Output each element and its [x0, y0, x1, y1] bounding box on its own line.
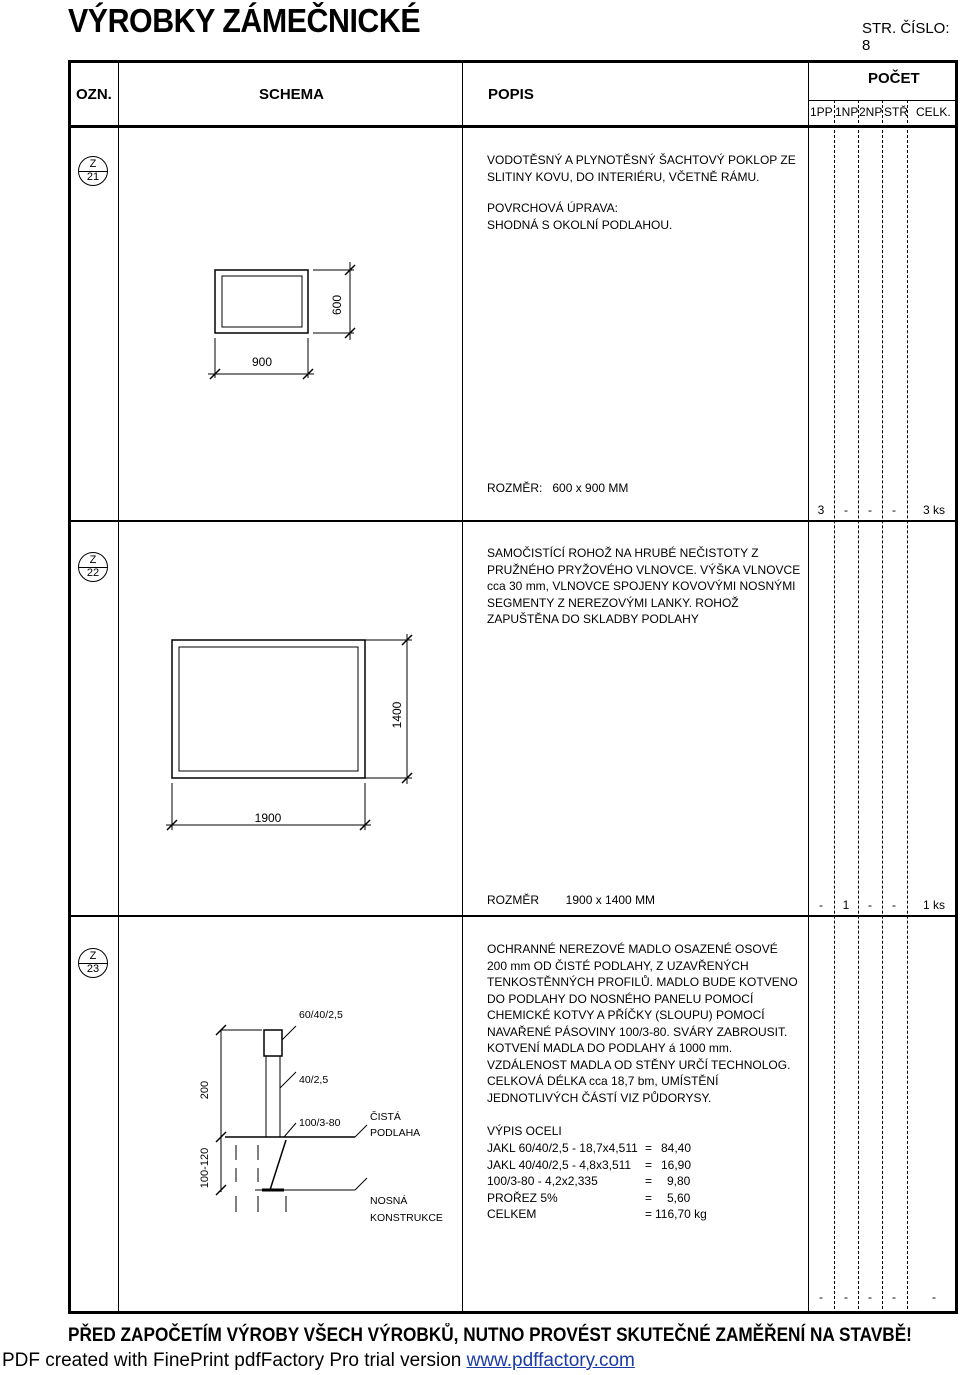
- item-description: SAMOČISTÍCÍ ROHOŽ NA HRUBÉ NEČISTOTY Z PRUŽNÉHO PRYŽOVÉHO VLNOVCE. VÝŠKA VLNOVCE cca 30 mm, VLNOVCE SPOJENY KOVOVÝMI NOSNÝMI SEGMENTY Z NEREZOVÝMI LANKY. ROHOŽ ZAPUŠTĚNA DO SKLADBY PODLAHY: [487, 546, 801, 626]
- header-col-2np: 2NP: [859, 105, 883, 119]
- header-col-str: STŘ: [884, 105, 908, 119]
- count-total: 1 ks: [922, 898, 945, 912]
- page-number: STR. ČÍSLO: 8: [862, 20, 950, 54]
- count-1np: 1: [842, 898, 850, 912]
- count-total: 3 ks: [922, 503, 945, 517]
- steel-row: JAKL 60/40/2,5 - 18,7x4,511 = 84,40: [487, 1141, 692, 1155]
- header-popis: POPIS: [488, 86, 534, 103]
- dim-label-600: 600: [330, 294, 344, 316]
- label-profile-top: 60/40/2,5: [299, 1009, 343, 1021]
- header-col-celk: CELK.: [916, 105, 951, 119]
- dim-label-1400: 1400: [390, 701, 404, 729]
- header-pocet: POČET: [868, 70, 920, 87]
- hatch-cover-drawing: [208, 262, 355, 379]
- item-size: ROZMĚR 1900 x 1400 MM: [487, 893, 656, 907]
- item-size: ROZMĚR: 600 x 900 MM: [487, 481, 629, 495]
- header-col-1np: 1NP: [835, 105, 859, 119]
- count-1np: -: [844, 503, 848, 517]
- dim-label-200: 200: [199, 1080, 211, 1100]
- count-total: -: [932, 1290, 936, 1304]
- item-finish: POVRCHOVÁ ÚPRAVA: SHODNÁ S OKOLNÍ PODLAHOU.: [487, 201, 673, 232]
- mat-drawing: [166, 634, 412, 830]
- pdf-footer: [2, 1350, 635, 1372]
- label-structure-2: KONSTRUKCE: [370, 1212, 443, 1224]
- pdf-footer-text: PDF created with FinePrint pdfFactory Pro trial version: [2, 1350, 467, 1371]
- count-str: -: [892, 1290, 896, 1304]
- item-mark-z22: Z 22: [78, 552, 108, 582]
- label-clean-floor-2: PODLAHA: [370, 1127, 421, 1139]
- label-structure-1: NOSNÁ: [370, 1195, 408, 1207]
- count-1pp: -: [819, 1290, 823, 1304]
- document-title: VÝROBKY ZÁMEČNICKÉ: [68, 2, 421, 39]
- steel-list-title: VÝPIS OCELI: [487, 1124, 562, 1138]
- label-clean-floor-1: ČISTÁ: [370, 1111, 401, 1123]
- count-2np: -: [868, 1290, 872, 1304]
- item-mark-z23: Z 23: [78, 948, 108, 978]
- steel-row: JAKL 40/40/2,5 - 4,8x3,511 = 16,90: [487, 1157, 692, 1172]
- handrail-drawing: [216, 1025, 367, 1212]
- item-description: OCHRANNÉ NEREZOVÉ MADLO OSAZENÉ OSOVÉ 200 mm OD ČISTÉ PODLAHY, Z UZAVŘENÝCH TENKOSTĚNNÝCH PROFILŮ. MADLO BUDE KOTVENO DO PODLAHY DO NOSNÉHO PANELU POMOCÍ CHEMICKÉ KOTVY A PŘÍČKY (SLOUPU) POMOCÍ NAVAŘENÉ PÁSOVINY 100/3-80. SVÁRY ZABROUSIT. KOTVENÍ MADLA DO PODLAHY á 1000 mm. VZDÁLENOST MADLA OD STĚNY URČÍ TECHNOLOG. CELKOVÁ DÉLKA cca 18,7 bm, UMÍSTĚNÍ JEDNOTLIVÝCH ČÁSTÍ VIZ PŮDORYSY.: [487, 942, 798, 1105]
- item-mark-z21: Z 21: [78, 156, 108, 186]
- count-1pp: -: [819, 898, 823, 912]
- header-ozn: OZN.: [76, 86, 112, 103]
- count-str: -: [892, 503, 896, 517]
- header-schema: SCHEMA: [259, 86, 325, 103]
- steel-row: CELKEM = 116,70 kg: [487, 1207, 707, 1221]
- dim-label-100-120: 100-120: [199, 1147, 211, 1189]
- count-2np: -: [868, 503, 872, 517]
- label-plate: 100/3-80: [299, 1117, 341, 1129]
- header-col-1pp: 1PP: [810, 105, 833, 119]
- label-profile-mid: 40/2,5: [299, 1074, 329, 1086]
- steel-row: 100/3-80 - 4,2x2,335 = 9,80: [487, 1174, 691, 1188]
- dim-label-900: 900: [251, 355, 273, 369]
- pdf-footer-link[interactable]: www.pdffactory.com: [466, 1350, 635, 1371]
- count-str: -: [892, 898, 896, 912]
- footer-notice: PŘED ZAPOČETÍM VÝROBY VŠECH VÝROBKŮ, NUTNO PROVÉST SKUTEČNÉ ZAMĚŘENÍ NA STAVBĚ!: [68, 1325, 912, 1346]
- dim-label-1900: 1900: [254, 811, 282, 825]
- count-1pp: 3: [817, 503, 825, 517]
- item-description: VODOTĚSNÝ A PLYNOTĚSNÝ ŠACHTOVÝ POKLOP ZE SLITINY KOVU, DO INTERIÉRU, VČETNĚ RÁMU.: [487, 153, 796, 184]
- count-2np: -: [868, 898, 872, 912]
- count-1np: -: [844, 1290, 848, 1304]
- steel-row: PROŘEZ 5% = 5,60: [487, 1190, 691, 1205]
